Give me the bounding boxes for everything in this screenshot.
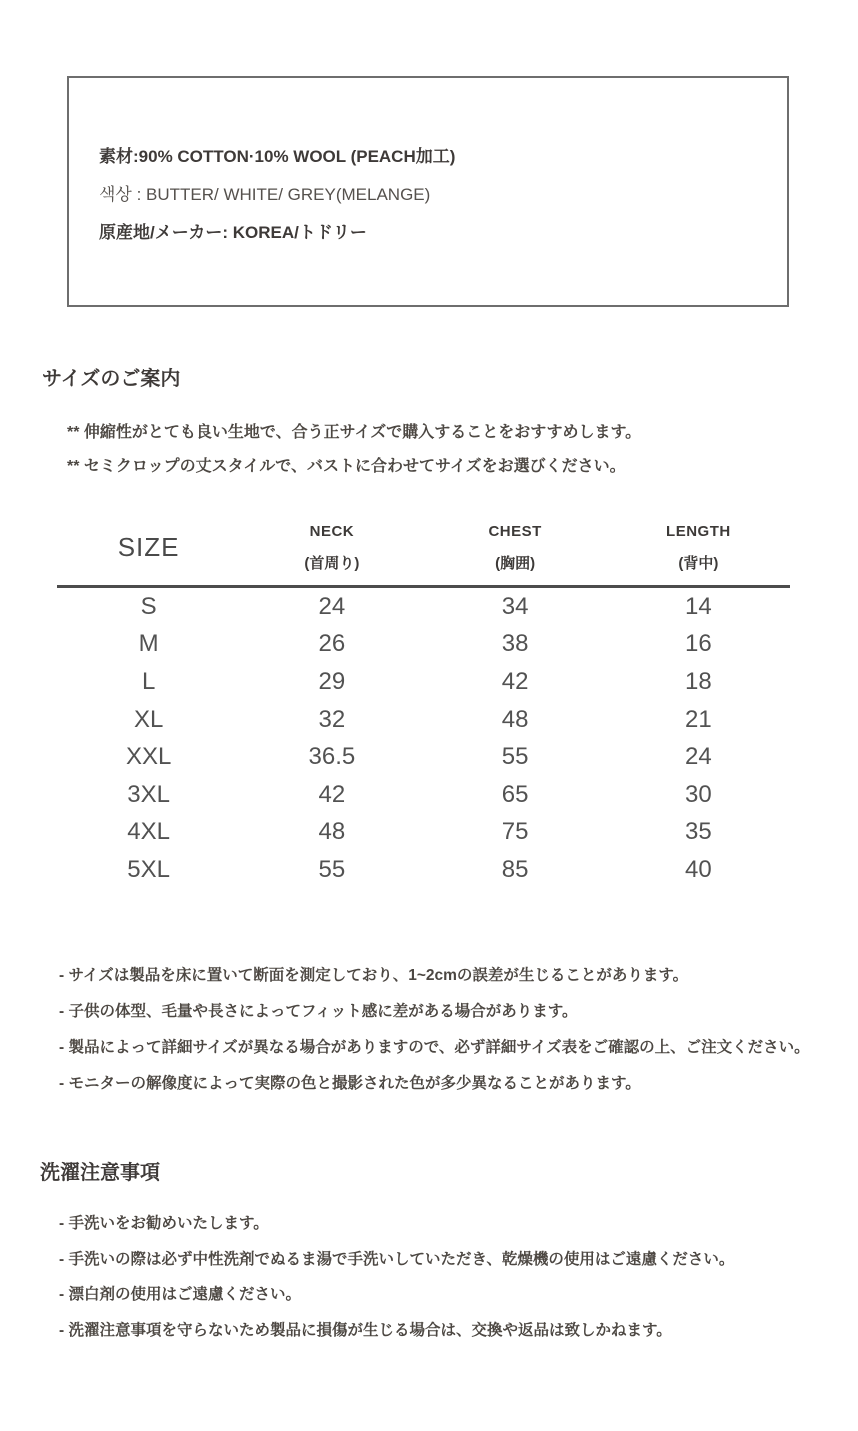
size-note: - 子供の体型、毛量や長さによってフィット感に差がある場合があります。 xyxy=(59,1003,578,1020)
care-note: - 洗濯注意事項を守らないため製品に損傷が生じる場合は、交換や返品は致しかねます。 xyxy=(59,1321,672,1339)
column-header-neck: NECK (首周り) xyxy=(304,522,360,572)
column-header-size: SIZE xyxy=(117,532,180,562)
chest-cell: 34 xyxy=(501,592,529,620)
neck-cell: 42 xyxy=(318,780,346,808)
chest-cell: 75 xyxy=(501,818,529,846)
table-row xyxy=(57,588,790,626)
neck-cell: 29 xyxy=(318,667,346,695)
table-row xyxy=(57,701,790,739)
size-guide-title: サイズのご案内 xyxy=(42,368,181,390)
care-note: - 手洗いの際は必ず中性洗剤でぬるま湯で手洗いしていただき、乾燥機の使用はご遠慮ください。 xyxy=(59,1250,735,1268)
size-cell: M xyxy=(138,630,159,658)
size-cell: 5XL xyxy=(127,855,170,883)
neck-cell: 24 xyxy=(318,592,346,620)
size-table xyxy=(57,510,790,889)
size-note: - サイズは製品を床に置いて断面を測定しており、1~2cmの誤差が生じることがあります。 xyxy=(59,967,689,984)
size-cell: 3XL xyxy=(127,780,170,808)
neck-cell: 48 xyxy=(318,818,346,846)
chest-cell: 65 xyxy=(501,780,529,808)
care-note: - 手洗いをお勧めいたします。 xyxy=(59,1215,269,1232)
size-guide-tips xyxy=(67,423,641,491)
size-table-header xyxy=(57,510,790,588)
size-cell: XXL xyxy=(125,743,172,771)
size-table-body xyxy=(57,588,790,889)
neck-cell: 32 xyxy=(318,705,346,733)
neck-cell: 36.5 xyxy=(308,743,356,771)
table-row xyxy=(57,814,790,852)
size-tip: ** セミクロップの丈スタイルで、バストに合わせてサイズをお選びください。 xyxy=(67,458,626,475)
neck-cell: 55 xyxy=(318,855,346,883)
care-notes xyxy=(59,1214,734,1356)
color-line: 색상 : BUTTER/ WHITE/ GREY(MELANGE) xyxy=(99,185,431,204)
column-header-chest: CHEST (胸囲) xyxy=(488,522,542,572)
size-cell: XL xyxy=(133,705,164,733)
chest-cell: 55 xyxy=(501,743,529,771)
size-cell: 4XL xyxy=(127,818,170,846)
table-row xyxy=(57,776,790,814)
size-disclaimer-notes xyxy=(59,966,810,1110)
chest-cell: 42 xyxy=(501,667,529,695)
length-cell: 18 xyxy=(685,667,712,695)
table-row xyxy=(57,663,790,701)
neck-cell: 26 xyxy=(318,630,346,658)
care-title: 洗濯注意事項 xyxy=(40,1162,160,1184)
length-cell: 35 xyxy=(685,818,712,846)
material-line: 素材:90% COTTON·10% WOOL (PEACH加工) xyxy=(99,147,456,166)
chest-cell: 85 xyxy=(501,855,529,883)
length-cell: 40 xyxy=(685,855,712,883)
chest-cell: 48 xyxy=(501,705,529,733)
size-cell: L xyxy=(141,667,156,695)
size-cell: S xyxy=(140,592,157,620)
length-cell: 14 xyxy=(685,592,712,620)
chest-cell: 38 xyxy=(501,630,529,658)
size-note: - 製品によって詳細サイズが異なる場合がありますので、必ず詳細サイズ表をご確認の上、ご注文ください。 xyxy=(59,1039,810,1056)
length-cell: 21 xyxy=(685,705,712,733)
origin-line: 原産地/メーカー: KOREA/トドリー xyxy=(99,223,367,242)
length-cell: 16 xyxy=(685,630,712,658)
length-cell: 24 xyxy=(685,743,712,771)
table-row xyxy=(57,738,790,776)
table-row xyxy=(57,851,790,889)
product-info-box xyxy=(67,76,789,307)
column-header-length: LENGTH (背中) xyxy=(666,522,731,572)
size-tip: ** 伸縮性がとても良い生地で、合う正サイズで購入することをおすすめします。 xyxy=(67,424,642,441)
length-cell: 30 xyxy=(685,780,712,808)
size-note: - モニターの解像度によって実際の色と撮影された色が多少異なることがあります。 xyxy=(59,1075,641,1092)
table-row xyxy=(57,626,790,664)
care-note: - 漂白剤の使用はご遠慮ください。 xyxy=(59,1286,301,1303)
